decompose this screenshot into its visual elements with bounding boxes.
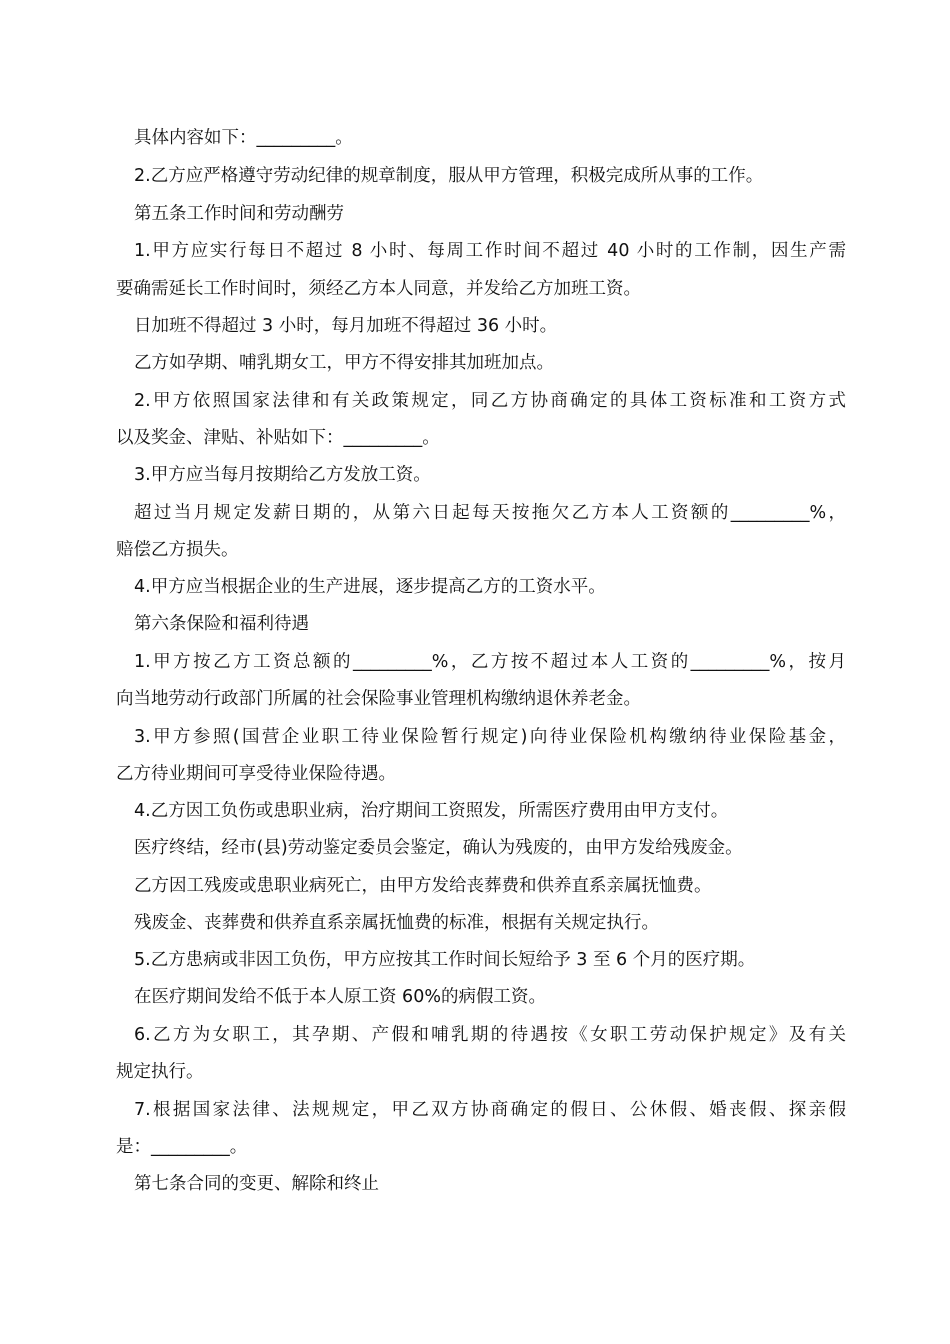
text-line: 7.根据国家法律、法规规定，甲乙双方协商确定的假日、公休假、婚丧假、探亲假 [134, 1100, 846, 1120]
text-line: 赔偿乙方损失。 [116, 540, 239, 560]
text-line: 乙方因工残废或患职业病死亡，由甲方发给丧葬费和供养直系亲属抚恤费。 [134, 876, 712, 896]
text-line: 超过当月规定发薪日期的，从第六日起每天按拖欠乙方本人工资额的_________%， [134, 503, 846, 523]
text-line: 乙方待业期间可享受待业保险待遇。 [116, 764, 396, 784]
text-line: 2.乙方应严格遵守劳动纪律的规章制度，服从甲方管理，积极完成所从事的工作。 [134, 166, 764, 186]
text-line: 4.甲方应当根据企业的生产进展，逐步提高乙方的工资水平。 [134, 577, 606, 597]
text-line: 乙方如孕期、哺乳期女工，甲方不得安排其加班加点。 [134, 353, 554, 373]
text-line: 在医疗期间发给不低于本人原工资 60%的病假工资。 [134, 987, 546, 1007]
text-line: 以及奖金、津贴、补贴如下：_________。 [116, 428, 440, 448]
section-heading: 第五条工作时间和劳动酬劳 [134, 204, 344, 224]
text-line: 要确需延长工作时间时，须经乙方本人同意，并发给乙方加班工资。 [116, 279, 641, 299]
text-line: 向当地劳动行政部门所属的社会保险事业管理机构缴纳退休养老金。 [116, 689, 641, 709]
text-line: 6.乙方为女职工，其孕期、产假和哺乳期的待遇按《女职工劳动保护规定》及有关 [134, 1025, 846, 1045]
text-line: 5.乙方患病或非因工负伤，甲方应按其工作时间长短给予 3 至 6 个月的医疗期。 [134, 950, 756, 970]
text-line: 是：_________。 [116, 1137, 248, 1157]
text-line: 1.甲方按乙方工资总额的_________%，乙方按不超过本人工资的_________%，按月 [134, 652, 846, 672]
section-heading: 第七条合同的变更、解除和终止 [134, 1174, 379, 1194]
text-line: 规定执行。 [116, 1062, 204, 1082]
text-line: 日加班不得超过 3 小时，每月加班不得超过 36 小时。 [134, 316, 558, 336]
text-line: 3.甲方参照(国营企业职工待业保险暂行规定)向待业保险机构缴纳待业保险基金， [134, 727, 846, 747]
text-line: 医疗终结，经市(县)劳动鉴定委员会鉴定，确认为残废的，由甲方发给残废金。 [134, 838, 743, 858]
section-heading: 第六条保险和福利待遇 [134, 614, 309, 634]
text-line: 2.甲方依照国家法律和有关政策规定，同乙方协商确定的具体工资标准和工资方式 [134, 391, 846, 411]
text-line: 残废金、丧葬费和供养直系亲属抚恤费的标准，根据有关规定执行。 [134, 913, 659, 933]
text-line: 1.甲方应实行每日不超过 8 小时、每周工作时间不超过 40 小时的工作制，因生产需 [134, 241, 846, 261]
text-line: 具体内容如下：_________。 [134, 128, 353, 148]
text-line: 3.甲方应当每月按期给乙方发放工资。 [134, 465, 431, 485]
text-line: 4.乙方因工负伤或患职业病，治疗期间工资照发，所需医疗费用由甲方支付。 [134, 801, 729, 821]
